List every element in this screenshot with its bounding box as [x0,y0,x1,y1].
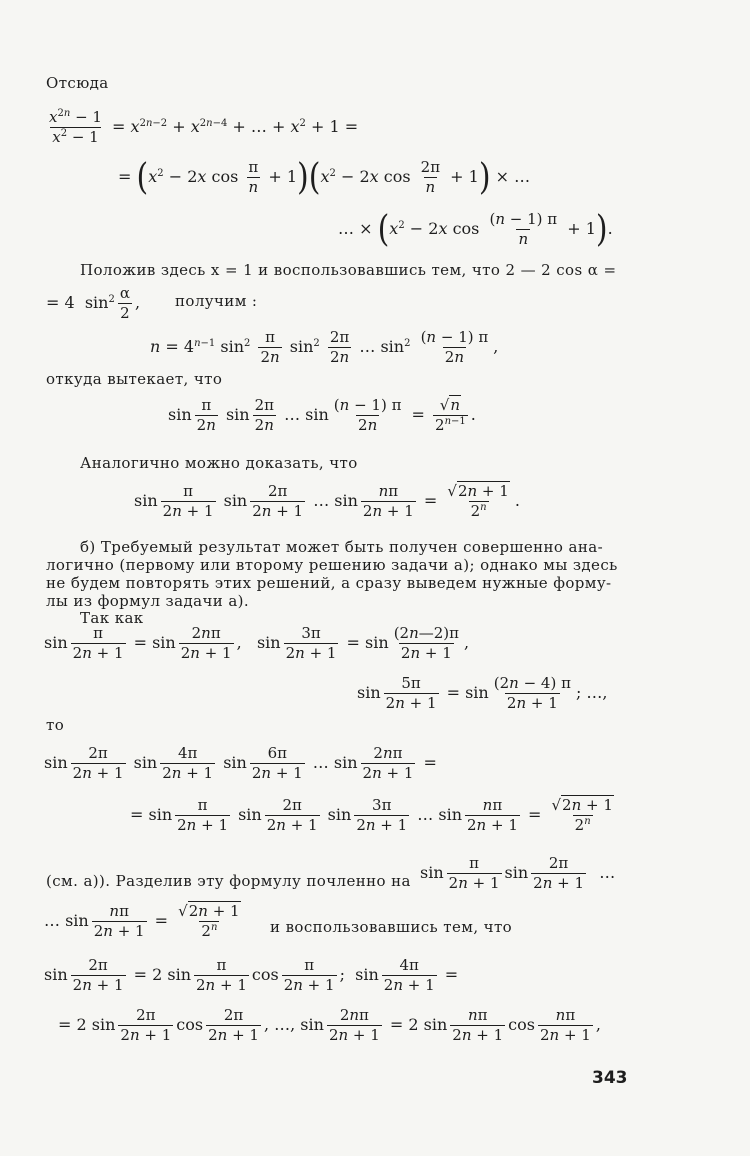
formula-n-product: $n = 4^{n-1}$ $\sin^2$ $\frac{\pi}{2n}$ $\sin^2$ $\frac{2\pi}{2n}$ … $\sin^2$ $\frac{(n - 1) \pi}{2n}$ , [150,328,499,366]
text-otkuda: откуда вытекает, что [46,370,223,388]
text-poluchim: получим : [175,292,258,310]
text-polozhiv: Положив здесь x = 1 и воспользовавшись тем, что 2 — 2 cos α = [80,261,617,279]
formula-product-line3: … × ($x^2 - 2x$ cos $\frac{(n - 1) \pi}{n}$ + 1). [338,207,613,250]
text-i-vospolzovavshis: и воспользовавшись тем, что [270,918,513,936]
formula-divisor-tail: … sin $\frac{n\pi}{2n + 1}$ = $\frac{√2n + 1}{2^n}$ [44,902,240,940]
formula-sin-identities-1: sin $\frac{\pi}{2n + 1}$ = sin $\frac{2n\pi}{2n + 1}$ , sin $\frac{3\pi}{2n + 1}$ = sin $\frac{(2n—2)\pi}{2n + 1}$ , [44,624,470,662]
formula-sin-product-a: sin $\frac{\pi}{2n}$ sin $\frac{2\pi}{2n}$ … sin $\frac{(n - 1) \pi}{2n}$ = $\frac{√n}{2^{n-1}}$ . [168,396,476,434]
text-see-a-divide: (см. а)). Разделив эту формулу почленно на [46,872,411,890]
formula-sin-product-odd: sin $\frac{\pi}{2n + 1}$ sin $\frac{2\pi}{2n + 1}$ … sin $\frac{n\pi}{2n + 1}$ = $\frac{√2n + 1}{2^n}$ . [134,482,520,520]
formula-odd-sin-product-equals: = sin $\frac{\pi}{2n + 1}$ sin $\frac{2\pi}{2n + 1}$ sin $\frac{3\pi}{2n + 1}$ … sin $\frac{n\pi}{2n + 1}$ = $\frac{√2n + 1}{2^n}$ [130,796,613,834]
text-part-b-line3: не будем повторять этих решений, а сразу выведем нужные форму- [46,574,612,592]
text-otsyuda: Отсюда [46,74,109,92]
formula-sin-identities-2: sin $\frac{5\pi}{2n + 1}$ = sin $\frac{(2n - 4) \pi}{2n + 1}$ ; …, [357,674,608,712]
text-part-b-line2: логично (первому или второму решению задачи а); однако мы здесь [46,556,618,574]
formula-double-angle-2: = 2 sin $\frac{2\pi}{2n + 1}$ cos $\frac{2\pi}{2n + 1}$ , …, sin $\frac{2n\pi}{2n + 1}$ = 2 sin $\frac{n\pi}{2n + 1}$ cos $\frac{n\pi}{2n + 1}$ , [58,1006,601,1044]
text-tak-kak: Так как [80,609,144,627]
text-to: то [46,716,65,734]
formula-quotient: $\frac{x^{2n} - 1}{x^2 - 1}$ = $x^{2n-2} + x^{2n-4}$ + … + $x^2 + 1$ = [49,108,359,146]
formula-4sin: = 4 $\sin^2$ $\frac{\alpha}{2}$ , [46,284,141,322]
formula-double-angle-1: sin $\frac{2\pi}{2n + 1}$ = 2 sin $\frac{\pi}{2n + 1}$ cos $\frac{\pi}{2n + 1}$ ; sin $\frac{4\pi}{2n + 1}$ = [44,956,459,994]
text-part-b-line1: б) Требуемый результат может быть получен совершенно ана- [80,538,604,556]
page-number: 343 [592,1068,628,1088]
text-part-b-line4: лы из формул задачи а). [46,592,250,610]
formula-product-line2: = ($x^2 - 2x$ cos $\frac{\pi}{n}$ + $1)(x^2 - 2x$ cos $\frac{2\pi}{n}$ + 1) × … [118,155,531,198]
text-analogichno: Аналогично можно доказать, что [80,454,358,472]
formula-even-sin-product: sin $\frac{2\pi}{2n + 1}$ sin $\frac{4\pi}{2n + 1}$ sin $\frac{6\pi}{2n + 1}$ … sin $\frac{2n\pi}{2n + 1}$ = [44,744,437,782]
formula-divisor: sin $\frac{\pi}{2n + 1}$ sin $\frac{2\pi}{2n + 1}$ … [420,854,616,892]
